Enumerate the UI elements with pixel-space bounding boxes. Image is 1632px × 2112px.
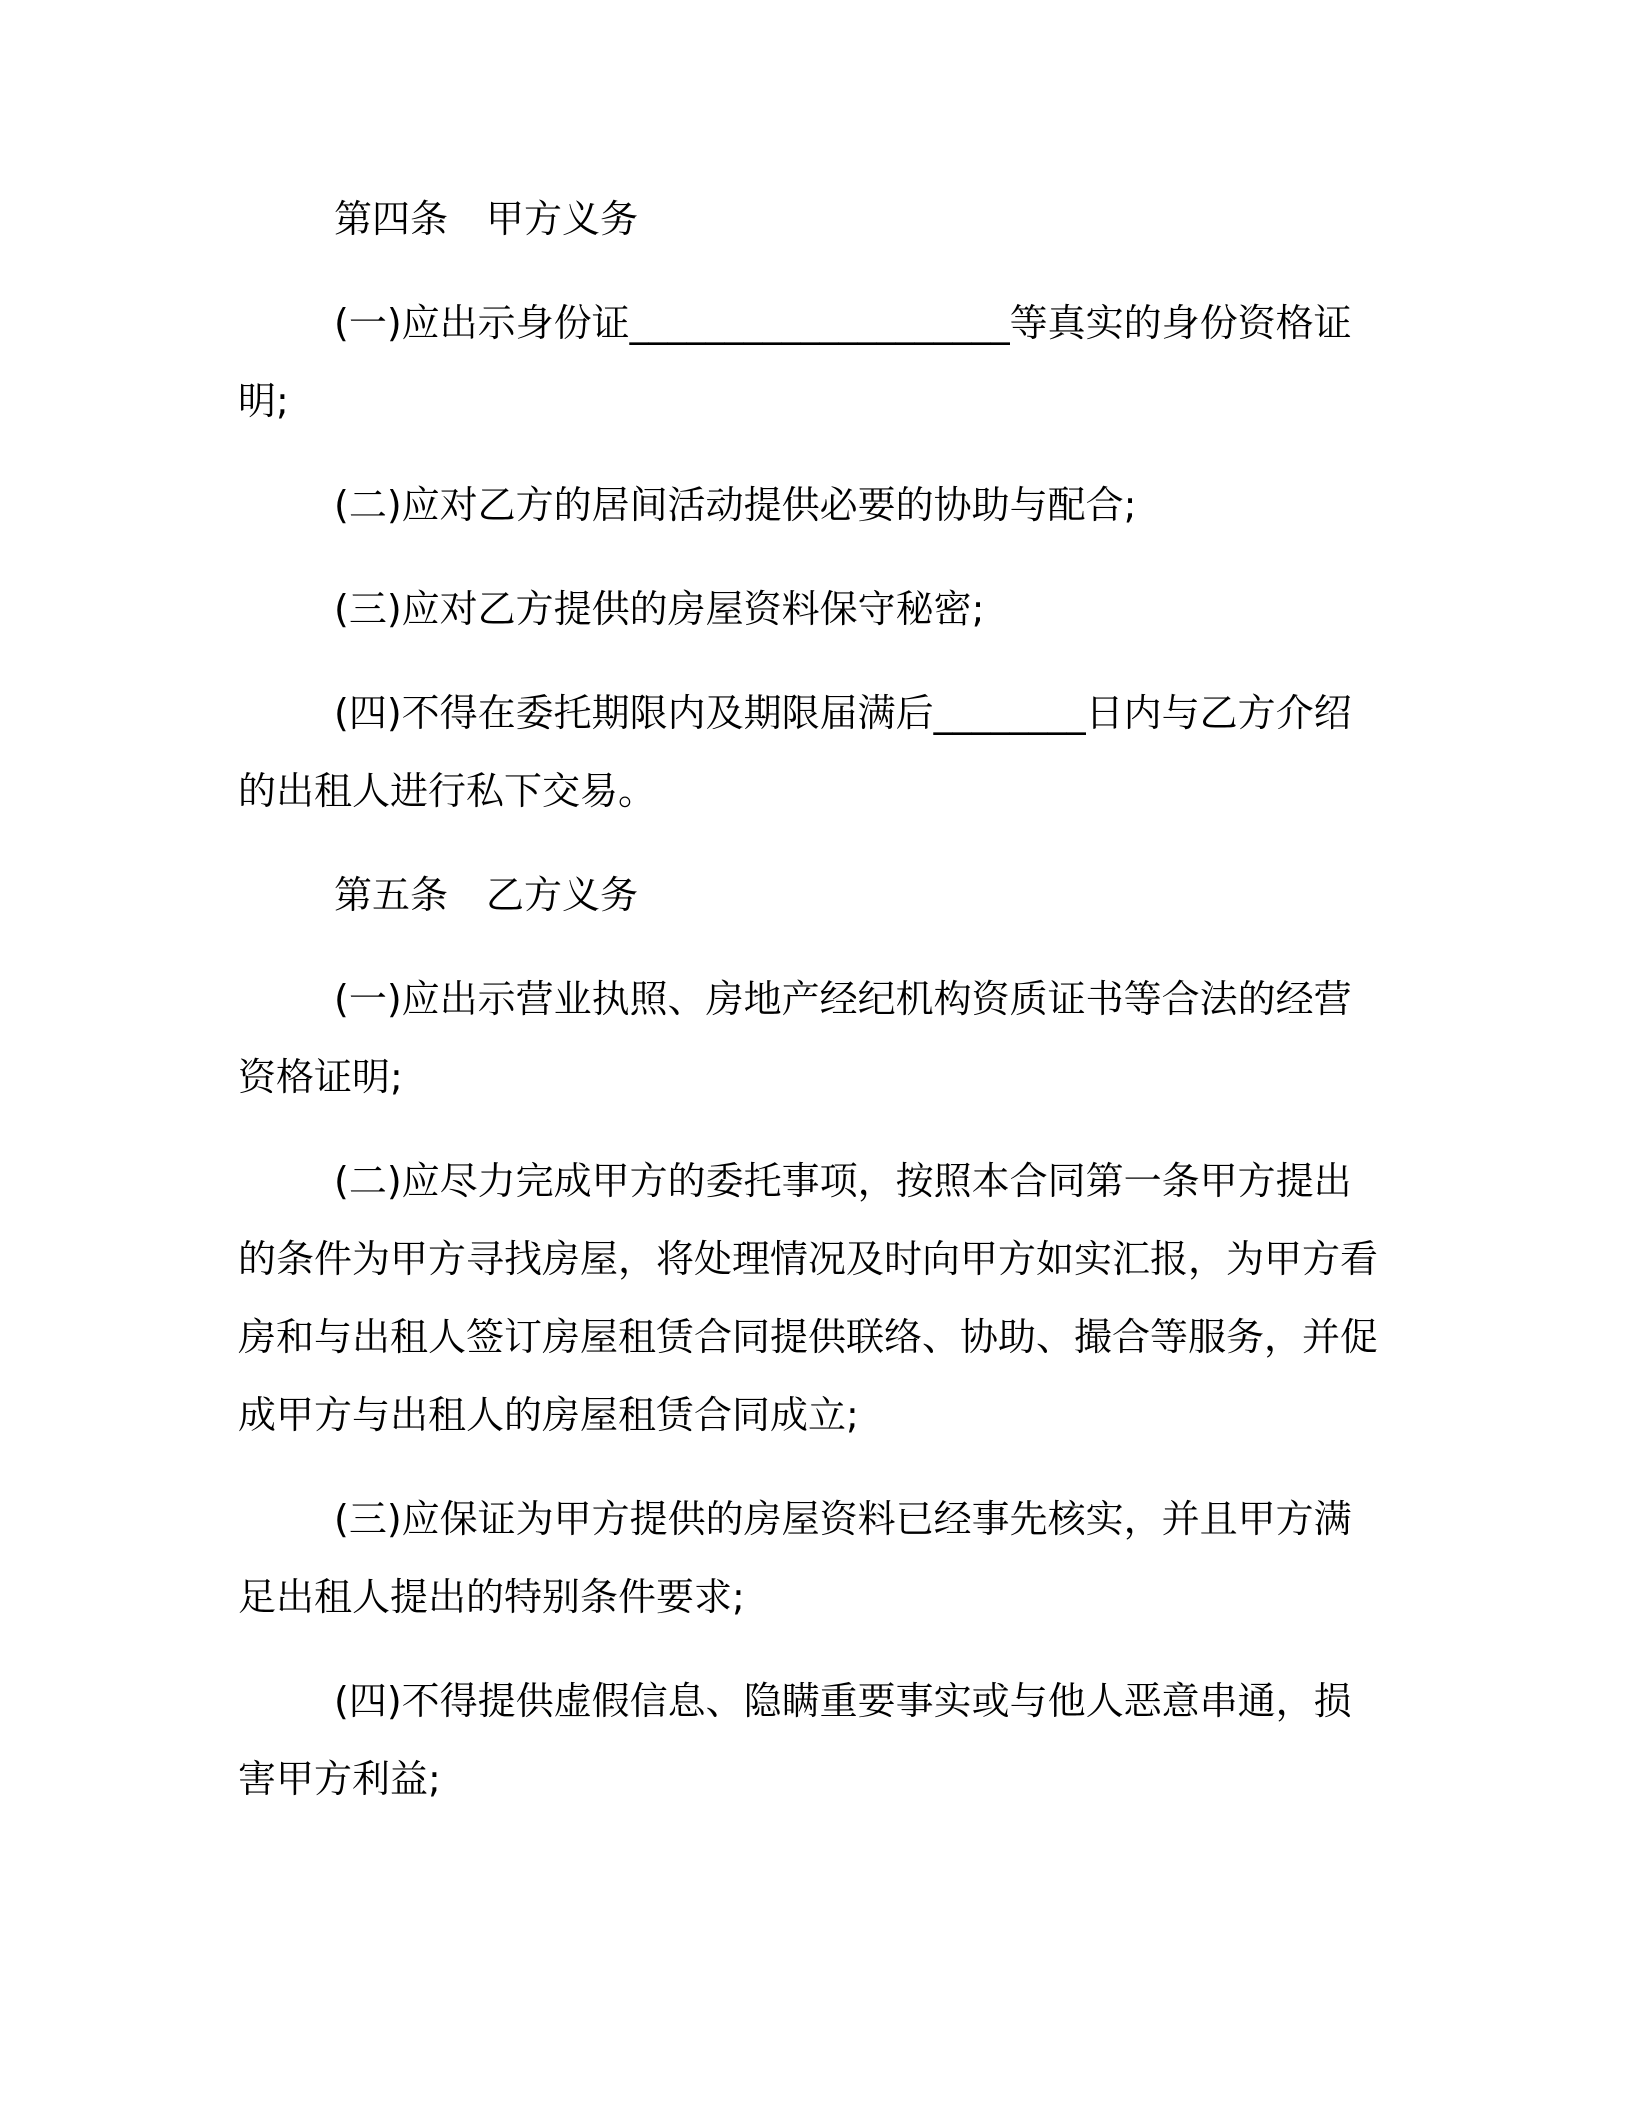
document-body	[238, 180, 1378, 1818]
article-5-item-4: (四)不得提供虚假信息、隐瞒重要事实或与他人恶意串通，损害甲方利益;	[238, 1679, 1352, 1801]
article-5-heading: 第五条 乙方义务	[334, 873, 639, 917]
article-5-item-2: (二)应尽力完成甲方的委托事项，按照本合同第一条甲方提出的条件为甲方寻找房屋，将处理情况及时向甲方如实汇报，为甲方看房和与出租人签订房屋租赁合同提供联络、协助、撮合等服务，并促成甲方与出租人的房屋租赁合同成立;	[238, 1159, 1379, 1437]
article-4-item-3: (三)应对乙方提供的房屋资料保守秘密;	[334, 587, 985, 631]
article-4-item-2: (二)应对乙方的居间活动提供必要的协助与配合;	[334, 483, 1137, 527]
article-5-item-3: (三)应保证为甲方提供的房屋资料已经事先核实，并且甲方满足出租人提出的特别条件要求;	[238, 1497, 1352, 1619]
article-4-item-1: (一)应出示身份证____________________等真实的身份资格证明;	[238, 301, 1352, 423]
article-4-heading: 第四条 甲方义务	[334, 197, 639, 241]
article-5-item-1: (一)应出示营业执照、房地产经纪机构资质证书等合法的经营资格证明;	[238, 977, 1352, 1099]
article-4-item-4: (四)不得在委托期限内及期限届满后________日内与乙方介绍的出租人进行私下交易。	[238, 691, 1352, 813]
